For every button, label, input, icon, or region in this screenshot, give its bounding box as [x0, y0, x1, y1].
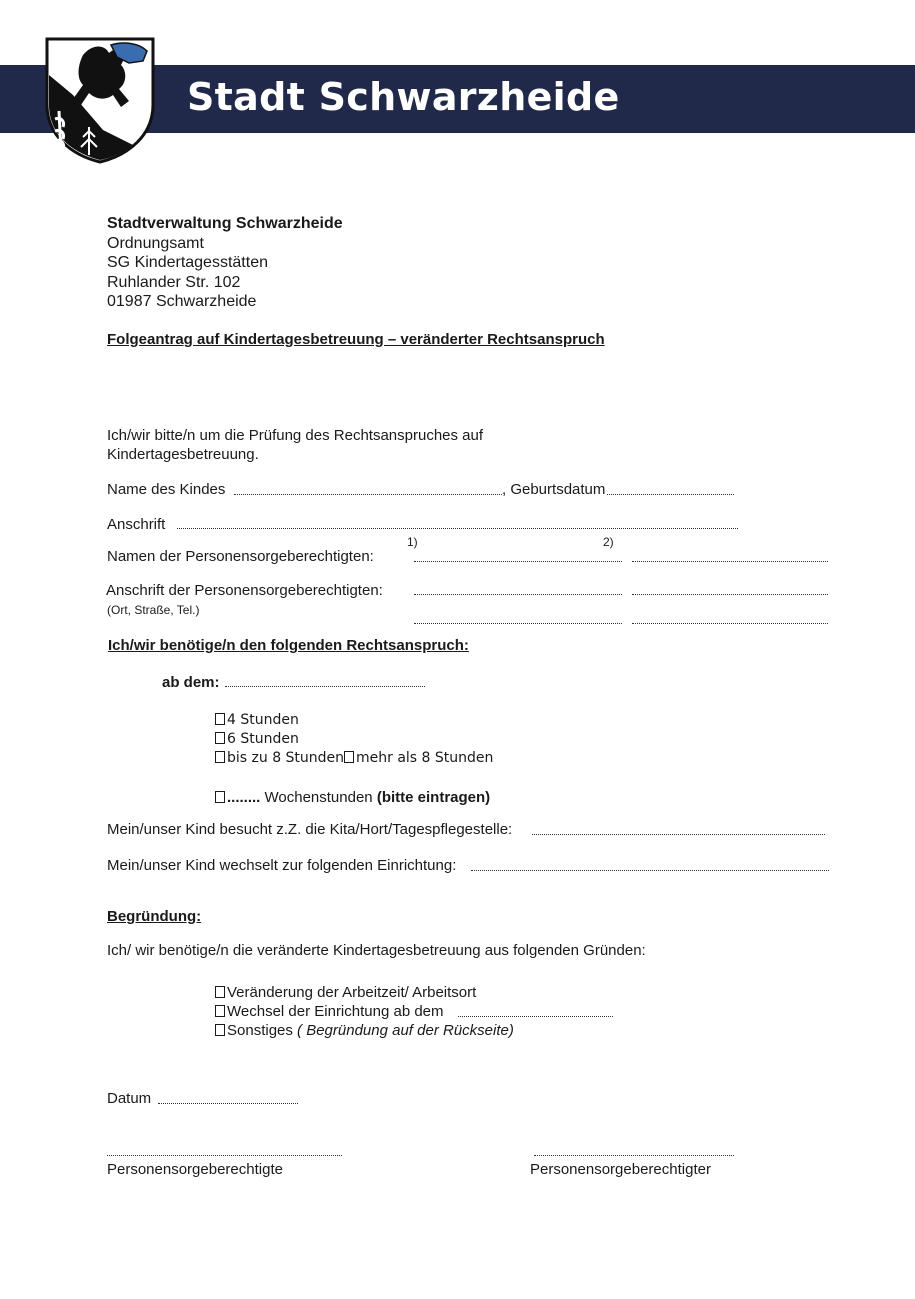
coat-of-arms-icon: [43, 35, 157, 165]
reason-change[interactable]: [215, 1003, 444, 1020]
weekly-hours-field[interactable]: ........: [227, 789, 261, 806]
guardians-address-label: Anschrift der Personensorgeberechtigten:: [106, 582, 383, 599]
form-title: Folgeantrag auf Kindertagesbetreuung – veränderter Rechtsanspruch: [107, 331, 605, 348]
guardian-1-name-field[interactable]: [414, 561, 622, 562]
checkbox-more-8-hours[interactable]: [344, 751, 354, 763]
current-facility-field[interactable]: [532, 834, 825, 835]
reason-change-label: Wechsel der Einrichtung ab dem: [227, 1003, 444, 1020]
from-date-label: ab dem:: [162, 674, 220, 691]
reason-other-hint: ( Begründung auf der Rückseite): [297, 1022, 514, 1039]
child-name-field[interactable]: [234, 494, 502, 495]
next-facility-field[interactable]: [471, 870, 829, 871]
city-name: Stadt Schwarzheide: [187, 75, 620, 119]
intro-line-1: Ich/wir bitte/n um die Prüfung des Rechtsanspruches auf: [107, 427, 484, 444]
option-more-8-hours-label: mehr als 8 Stunden: [356, 750, 494, 766]
checkbox-other[interactable]: [215, 1024, 225, 1036]
address-dept: Ordnungsamt: [107, 235, 204, 252]
option-more-8-hours[interactable]: [344, 750, 493, 766]
address-street: Ruhlander Str. 102: [107, 274, 241, 291]
next-facility-label: Mein/unser Kind wechselt zur folgenden Einrichtung:: [107, 857, 457, 874]
option-4-hours-label: 4 Stunden: [227, 712, 299, 728]
option-6-hours[interactable]: [215, 731, 299, 747]
checkbox-4-hours[interactable]: [215, 713, 225, 725]
weekly-hours-hint: (bitte eintragen): [376, 789, 491, 806]
checkbox-worktime[interactable]: [215, 986, 225, 998]
option-8-hours-label: bis zu 8 Stunden: [227, 750, 345, 766]
guardian-1-marker: 1): [407, 535, 418, 549]
reason-change-date-field[interactable]: [458, 1016, 613, 1017]
guardian-2-address-field[interactable]: [632, 594, 828, 595]
address-label: Anschrift: [107, 516, 166, 533]
guardian-2-marker: 2): [603, 535, 614, 549]
option-weekly-hours[interactable]: [215, 789, 490, 806]
reason-intro: Ich/ wir benötige/n die veränderte Kindertagesbetreuung aus folgenden Gründen:: [107, 942, 646, 959]
from-date-field[interactable]: [225, 686, 425, 687]
child-name-label: Name des Kindes: [107, 481, 226, 498]
reason-worktime-label: Veränderung der Arbeitzeit/ Arbeitsort: [227, 984, 477, 1001]
guardian-1-address-field-2[interactable]: [414, 623, 622, 624]
guardians-label: Namen der Personensorgeberechtigten:: [107, 548, 374, 565]
guardian-2-address-field-2[interactable]: [632, 623, 828, 624]
signature-left-label: Personensorgeberechtigte: [107, 1161, 283, 1178]
address-unit: SG Kindertagesstätten: [107, 254, 268, 271]
birthdate-field[interactable]: [607, 494, 734, 495]
checkbox-8-hours[interactable]: [215, 751, 225, 763]
option-4-hours[interactable]: [215, 712, 299, 728]
reason-worktime[interactable]: [215, 984, 476, 1001]
option-8-hours[interactable]: [215, 750, 344, 766]
checkbox-weekly-hours[interactable]: [215, 791, 225, 803]
signature-right-label: Personensorgeberechtigter: [530, 1161, 711, 1178]
reason-other-label: Sonstiges: [227, 1022, 293, 1039]
reason-heading: Begründung:: [107, 908, 202, 925]
guardians-address-hint: (Ort, Straße, Tel.): [107, 603, 200, 617]
date-field[interactable]: [158, 1103, 298, 1104]
address-org: Stadtverwaltung Schwarzheide: [107, 215, 343, 232]
birthdate-label: , Geburtsdatum: [502, 481, 606, 498]
date-label: Datum: [107, 1090, 152, 1107]
weekly-hours-label: Wochenstunden: [260, 789, 377, 806]
option-6-hours-label: 6 Stunden: [227, 731, 299, 747]
checkbox-6-hours[interactable]: [215, 732, 225, 744]
address-city: 01987 Schwarzheide: [107, 293, 257, 310]
reason-other[interactable]: [215, 1022, 514, 1039]
entitlement-heading: Ich/wir benötige/n den folgenden Rechtsanspruch:: [108, 637, 469, 654]
checkbox-change[interactable]: [215, 1005, 225, 1017]
guardian-1-address-field[interactable]: [414, 594, 622, 595]
guardian-2-name-field[interactable]: [632, 561, 828, 562]
signature-right-field[interactable]: [534, 1155, 734, 1156]
signature-left-field[interactable]: [107, 1155, 342, 1156]
intro-line-2: Kindertagesbetreuung.: [107, 446, 259, 463]
current-facility-label: Mein/unser Kind besucht z.Z. die Kita/Hort/Tagespflegestelle:: [107, 821, 513, 838]
address-field[interactable]: [177, 528, 738, 529]
